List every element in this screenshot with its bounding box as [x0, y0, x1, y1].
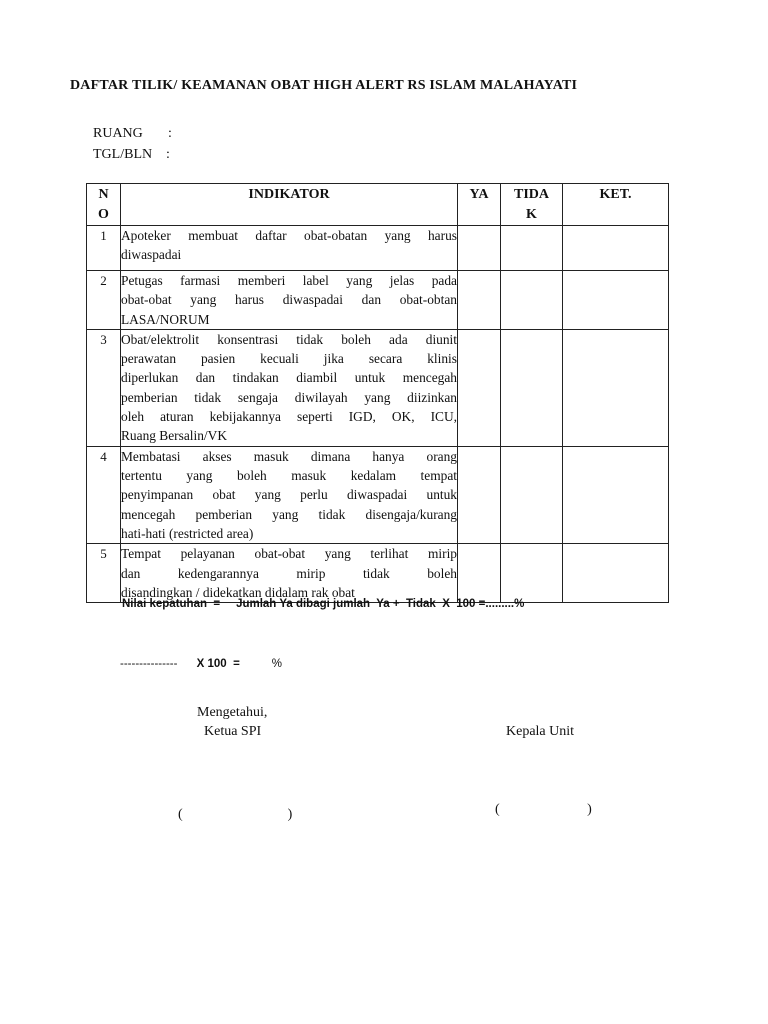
compliance-formula: Nilai kepatuhan = Jumlah Ya dibagi jumlah Ya + Tidak X 100 =.........%: [122, 598, 525, 610]
ket-cell[interactable]: [563, 329, 669, 446]
indicator-line: mencegah pemberian yang tidak disengaja/kurang: [121, 506, 457, 522]
checklist-table: [86, 183, 669, 603]
tidak-cell[interactable]: [501, 544, 563, 603]
indicator-line: tertentu yang boleh masuk kedalam tempat: [121, 468, 457, 484]
indicator-line: Tempat pelayanan obat-obat yang terlihat mirip: [121, 546, 457, 562]
tgl-bln-separator: :: [166, 147, 170, 162]
document-title: DAFTAR TILIK/ KEAMANAN OBAT HIGH ALERT RS ISLAM MALAHAYATI: [70, 78, 578, 93]
indicator-line: hati-hati (restricted area): [121, 526, 254, 542]
table-row: [87, 446, 669, 543]
row-indicator: [121, 271, 458, 330]
tidak-cell[interactable]: [501, 446, 563, 543]
table-row: [87, 226, 669, 271]
indicator-line: diwaspadai: [121, 247, 182, 263]
tgl-bln-field: [93, 147, 170, 163]
tidak-cell[interactable]: [501, 329, 563, 446]
row-number: 5: [87, 544, 121, 603]
row-indicator: [121, 544, 458, 603]
ketua-signature-blank: ( ): [178, 807, 293, 822]
ket-cell[interactable]: [563, 271, 669, 330]
indicator-line: LASA/NORUM: [121, 311, 210, 327]
indicator-line: pemberian tidak sengaja diwilayah yang diizinkan: [121, 389, 457, 405]
header-tidak-line2: K: [526, 207, 537, 222]
header-no-line2: O: [98, 207, 109, 222]
ya-cell[interactable]: [458, 226, 501, 271]
ruang-label: RUANG: [93, 126, 143, 141]
header-tidak: [501, 184, 563, 226]
indicator-line: obat-obat yang harus diwaspadai dan obat-obtan: [121, 292, 457, 308]
ya-cell[interactable]: [458, 446, 501, 543]
ketua-spi-label: Ketua SPI: [204, 724, 262, 739]
table-row: [87, 544, 669, 603]
header-ket: KET.: [563, 184, 669, 226]
ruang-field: [93, 126, 172, 142]
row-indicator: [121, 329, 458, 446]
tidak-cell[interactable]: [501, 226, 563, 271]
indicator-line: dan kedengarannya mirip tidak boleh: [121, 565, 457, 581]
fraction-percent: %: [271, 658, 282, 670]
header-tidak-line1: TIDA: [513, 187, 549, 202]
acknowledged-label: Mengetahui,: [197, 705, 268, 720]
indicator-line: penyimpanan obat yang perlu diwaspadai untuk: [121, 487, 457, 503]
row-number: 4: [87, 446, 121, 543]
row-indicator: [121, 226, 458, 271]
compliance-fraction: [120, 658, 282, 670]
table-header-row: [87, 184, 669, 226]
ya-cell[interactable]: [458, 329, 501, 446]
indicator-line: Membatasi akses masuk dimana hanya orang: [121, 448, 457, 464]
indicator-line: Ruang Bersalin/VK: [121, 428, 227, 444]
ya-cell[interactable]: [458, 544, 501, 603]
indicator-line: oleh aturan kebijakannya seperti IGD, OK, ICU,: [121, 409, 457, 425]
header-ya: YA: [458, 184, 501, 226]
tgl-bln-label: TGL/BLN: [93, 147, 153, 162]
indicator-line: Obat/elektrolit konsentrasi tidak boleh ada diunit: [121, 331, 457, 347]
tidak-cell[interactable]: [501, 271, 563, 330]
indicator-line: Apoteker membuat daftar obat-obatan yang harus: [121, 228, 457, 243]
row-number: 2: [87, 271, 121, 330]
ket-cell[interactable]: [563, 446, 669, 543]
row-number: 1: [87, 226, 121, 271]
header-no: [87, 184, 121, 226]
header-no-line1: N: [98, 187, 109, 202]
row-indicator: [121, 446, 458, 543]
row-number: 3: [87, 329, 121, 446]
ya-cell[interactable]: [458, 271, 501, 330]
fraction-line: ---------------: [120, 658, 178, 670]
kepala-signature-blank: ( ): [495, 802, 592, 817]
header-indikator: INDIKATOR: [121, 184, 458, 226]
indicator-line: diperlukan dan tindakan diambil untuk mencegah: [121, 370, 457, 386]
ket-cell[interactable]: [563, 544, 669, 603]
kepala-unit-label: Kepala Unit: [506, 724, 575, 739]
fraction-multiplier: X 100 =: [196, 658, 240, 670]
indicator-line: Petugas farmasi memberi label yang jelas pada: [121, 273, 457, 288]
indicator-line: perawatan pasien kecuali jika secara klinis: [121, 351, 457, 367]
indicator-line: disandingkan / didekatkan didalam rak obat: [121, 584, 355, 600]
table-row: [87, 329, 669, 446]
ruang-separator: :: [168, 126, 172, 141]
table-row: [87, 271, 669, 330]
ket-cell[interactable]: [563, 226, 669, 271]
